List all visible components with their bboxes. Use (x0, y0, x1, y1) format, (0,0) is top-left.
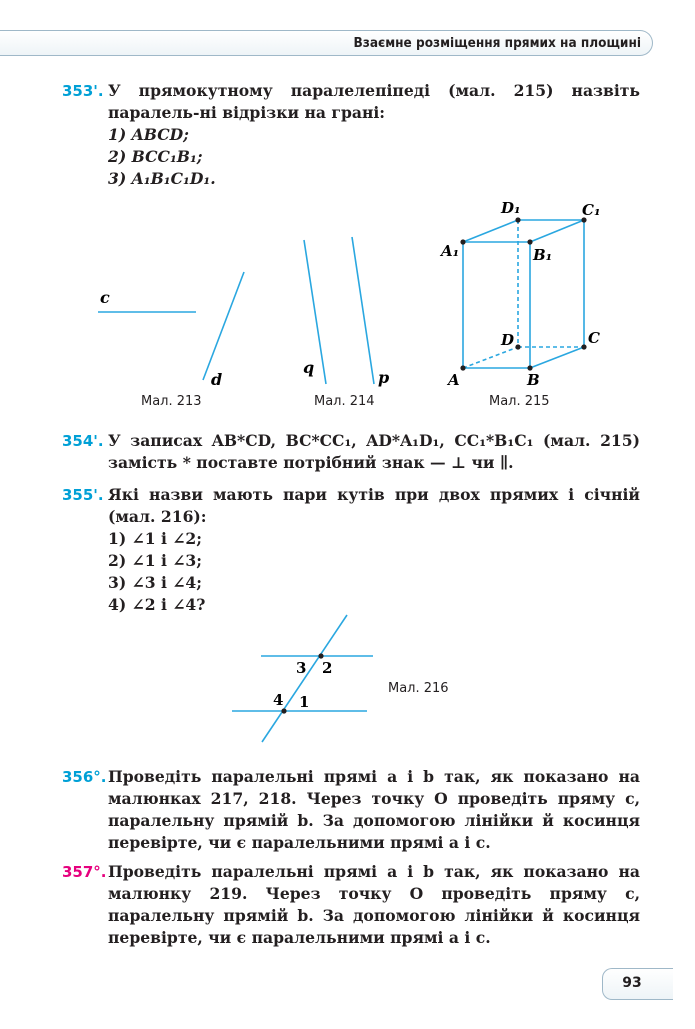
vertex-D1: D₁ (501, 199, 521, 217)
exercise-item: 2) BCC₁B₁; (108, 147, 203, 166)
caption-215: Мал. 215 (489, 394, 550, 409)
caption-216: Мал. 216 (388, 681, 449, 696)
exercise-text: У записах AB*CD, BC*CC₁, AD*A₁D₁, CC₁*B₁C₁ (мал. 215) замість * поставте потрібний знак — ⊥ чи ∥. (108, 431, 640, 472)
exercise-item: 2) ∠1 і ∠3; (108, 551, 203, 570)
exercise-354 (62, 430, 640, 474)
running-header-title: Взаємне розміщення прямих на площині (353, 35, 641, 51)
secant-line (262, 615, 347, 742)
vertex-C1: C₁ (582, 201, 601, 219)
intersection-point (318, 653, 323, 658)
page-number: 93 (622, 975, 642, 991)
angle-1: 1 (299, 693, 310, 711)
exercise-number: 353'. (62, 82, 104, 100)
exercise-number: 355'. (62, 486, 104, 504)
intersection-point (281, 708, 286, 713)
exercise-text: У прямокутному паралелепіпеді (мал. 215) назвіть паралель-ні відрізки на грані: (108, 81, 640, 122)
exercise-text: Які назви мають пари кутів при двох прямих і січній (мал. 216): (108, 485, 640, 526)
exercise-357 (62, 861, 640, 949)
exercise-number: 354'. (62, 432, 104, 450)
exercise-item: 3) ∠3 і ∠4; (108, 573, 203, 592)
vertex-A1: A₁ (441, 242, 460, 260)
exercise-355 (62, 484, 640, 616)
vertex-B: B (527, 371, 540, 389)
label-q: q (303, 358, 315, 377)
exercise-number: 357°. (62, 863, 107, 881)
label-p: p (378, 368, 390, 387)
label-c: c (100, 288, 110, 307)
vertex-D: D (501, 331, 515, 349)
exercise-item: 4) ∠2 і ∠4? (108, 595, 206, 614)
vertex-A: A (448, 371, 460, 389)
angle-3: 3 (296, 659, 307, 677)
vertex-C: C (588, 329, 600, 347)
label-d: d (211, 370, 223, 389)
exercise-number: 356°. (62, 768, 107, 786)
exercise-item: 1) ∠1 і ∠2; (108, 529, 203, 548)
figure-216 (0, 610, 695, 760)
caption-213: Мал. 213 (141, 394, 202, 409)
line-p (352, 237, 374, 384)
exercise-item: 1) ABCD; (108, 125, 189, 144)
line-d (203, 272, 244, 380)
exercise-item: 3) A₁B₁C₁D₁. (108, 169, 216, 188)
exercise-text: Проведіть паралельні прямі a і b так, як показано на малюнку 219. Через точку O проведіть пряму c, паралельну прямій b. За допомогою лінійки й косинця перевірте, чи є паралельними прямі a і c. (108, 862, 640, 947)
vertex-B1: B₁ (533, 246, 553, 264)
caption-214: Мал. 214 (314, 394, 375, 409)
angle-4: 4 (273, 691, 284, 709)
exercise-text: Проведіть паралельні прямі a і b так, як показано на малюнках 217, 218. Через точку O проведіть пряму c, паралельну прямій b. За допомогою лінійки й косинця перевірте, чи є паралельними прямі a і c. (108, 767, 640, 852)
exercise-356 (62, 766, 640, 854)
figures-213-215 (0, 0, 695, 420)
parallelepiped (463, 220, 584, 368)
angle-2: 2 (322, 659, 333, 677)
